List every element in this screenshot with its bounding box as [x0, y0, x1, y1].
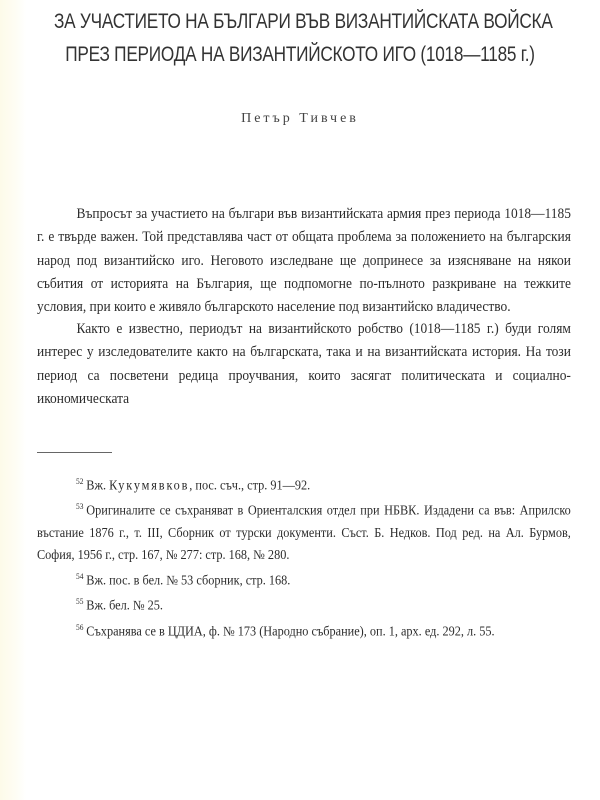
footnote-number: 54 [76, 571, 84, 581]
footnote-number: 53 [76, 502, 84, 512]
author-name: Петър Тивчев [241, 111, 359, 126]
footnotes [37, 471, 571, 642]
footnote-text: Оригиналите се съхраняват в Ориенталския отдел при НБВК. Издадени са във: Априлско въстание 1876 г., т. III, Сборник от турски документи. Съст. Б. Недков. Под ред. на Ал. Бурмов, София, 1956 г., стр. 167, № 277: стр. 168, № 280. [37, 502, 571, 562]
footnote-55 [37, 591, 571, 616]
footnote-text: , пос. съч., стр. 91—92. [189, 477, 311, 493]
footnote-52 [37, 471, 571, 496]
footnote-text: Съхранява се в ЦДИА, ф. № 173 (Народно събрание), оп. 1, арх. ед. 292, л. 55. [86, 622, 495, 638]
article-title-line-2: ПРЕЗ ПЕРИОДА НА ВИЗАНТИЙСКОТО ИГО (1018—1185 г.) [65, 43, 535, 66]
paragraph-1-text: Въпросът за участието на българи във византийската армия през периода 1018—1185 г. е твърде важен. Той представлява част от общата проблема за положението на българския народ под византийско иго. Неговото изследване ще допринесе за изясняване на някои събития от историята на България, ще подпомогне по-пълното разкриване на тежките условия, при които е живяло българското население под византийско владичество. [37, 206, 571, 316]
footnote-number: 55 [76, 597, 84, 607]
footnote-number: 52 [76, 477, 84, 486]
paragraph-1 [37, 203, 571, 319]
footnote-text: Вж. пос. в бел. № 53 сборник, стр. 168. [86, 572, 291, 588]
footnote-author: Кукумявков [109, 477, 190, 493]
footnote-prefix: Вж. [86, 477, 110, 493]
paragraph-2-text: Както е известно, периодът на византийското робство (1018—1185 г.) буди голям интерес у изследователите както на българската, така и на византийската история. На този период са посветени редица проучвания, които засягат политическата и социално-икономическата [37, 321, 571, 407]
paragraph-2 [37, 318, 571, 411]
article-title-line-1: ЗА УЧАСТИЕТО НА БЪЛГАРИ ВЪВ ВИЗАНТИЙСКАТА ВОЙСКА [54, 10, 553, 33]
footnote-54 [37, 566, 571, 591]
footnote-53 [37, 496, 571, 565]
footnote-separator [37, 452, 112, 453]
footnote-text: Вж. бел. № 25. [86, 597, 163, 613]
footnote-number: 56 [76, 622, 84, 632]
footnote-56 [37, 617, 571, 642]
